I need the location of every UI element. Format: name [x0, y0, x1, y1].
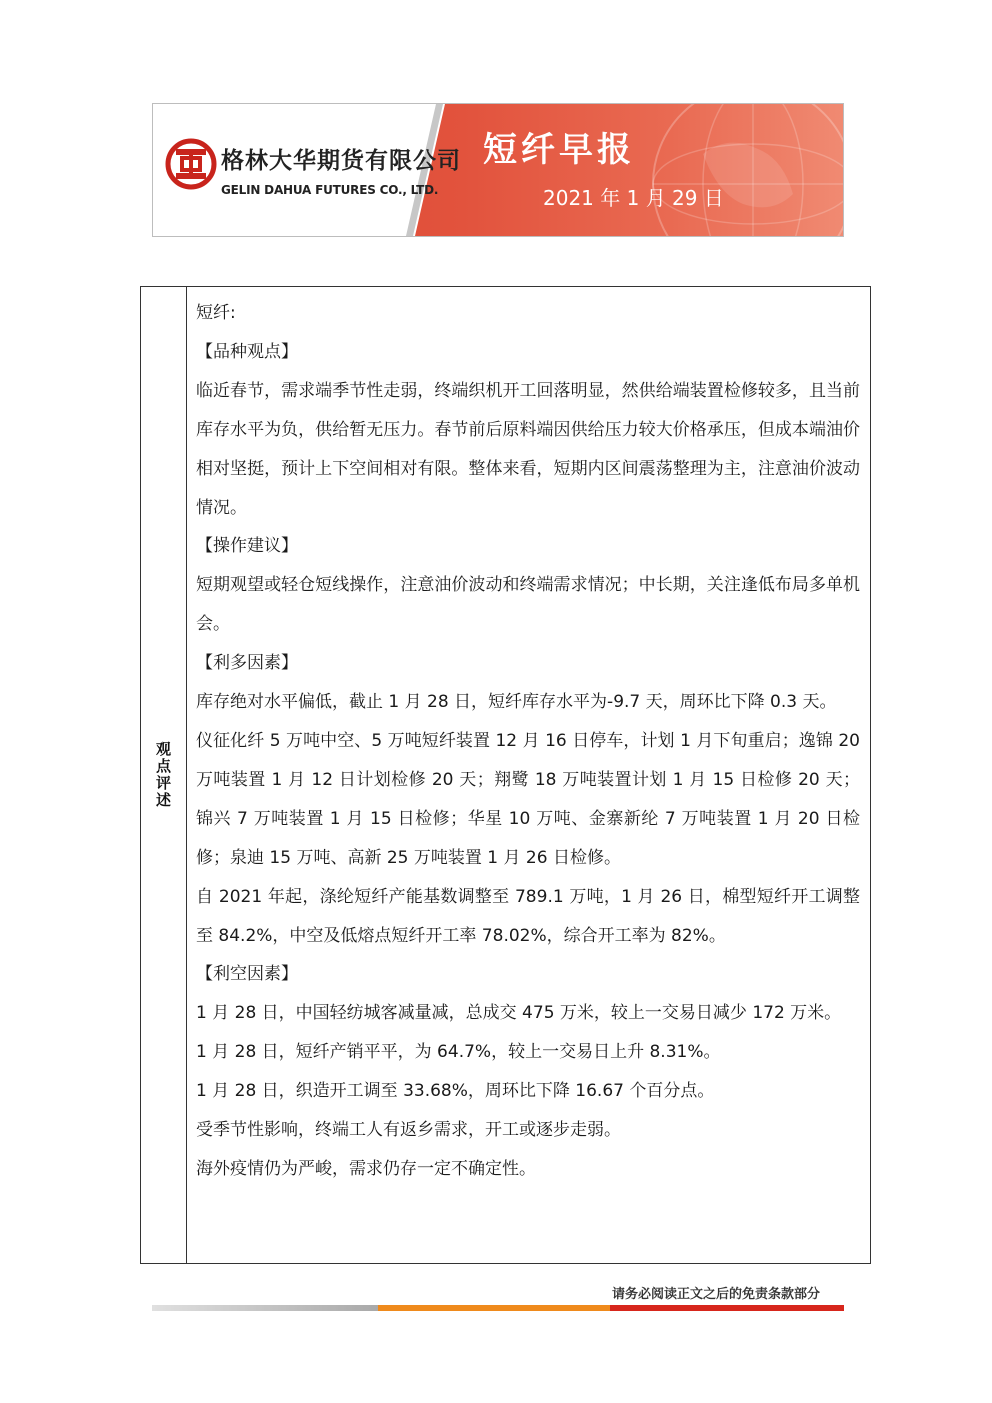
company-logo-icon — [165, 138, 217, 190]
paragraph-bearish-weaving: 1 月 28 日，织造开工调至 33.68%，周环比下降 16.67 个百分点。 — [196, 1081, 715, 1102]
paragraph-advice: 短期观望或轻仓短线操作，注意油价波动和终端需求情况；中长期，关注逢低布局多单机会。 — [196, 575, 860, 635]
section-side-label: 观点评述 — [154, 741, 172, 809]
report-banner — [152, 103, 844, 237]
product-label: 短纤: — [196, 303, 236, 323]
globe-watermark-icon — [633, 103, 844, 237]
report-date: 2021 年 1 月 29 日 — [543, 186, 724, 210]
heading-view: 【品种观点】 — [196, 341, 298, 362]
footer-bar-gray — [152, 1305, 378, 1311]
heading-bearish: 【利空因素】 — [196, 964, 298, 985]
paragraph-bearish-seasonal: 受季节性影响，终端工人有返乡需求，开工或逐步走弱。 — [196, 1120, 621, 1141]
paragraph-bullish-maintenance: 仪征化纤 5 万吨中空、5 万吨短纤装置 12 月 16 日停车，计划 1 月下旬重启；逸锦 20 万吨装置 1 月 12 日计划检修 20 天；翔鹭 18 万吨装置计划 1 月 15 日检修 20 天；锦兴 7 万吨装置 1 月 15 日检修；华星 10 万吨、金寨新纶 7 万吨装置 1 月 20 日检修；泉迪 15 万吨、高新 25 万吨装置 1 月 26 日检修。 — [196, 730, 860, 868]
paragraph-bearish-overseas: 海外疫情仍为严峻，需求仍存一定不确定性。 — [196, 1158, 536, 1179]
commentary-table — [140, 286, 871, 1264]
heading-advice: 【操作建议】 — [196, 536, 298, 557]
company-name-cn: 格林大华期货有限公司 — [221, 148, 461, 174]
side-label-cell — [141, 287, 187, 1263]
paragraph-bearish-sales: 1 月 28 日，短纤产销平平，为 64.7%，较上一交易日上升 8.31%。 — [196, 1042, 721, 1063]
report-title: 短纤早报 — [483, 130, 635, 170]
company-name-en: GELIN DAHUA FUTURES CO., LTD. — [221, 183, 439, 197]
commentary-body — [187, 287, 870, 1189]
paragraph-view: 临近春节，需求端季节性走弱，终端织机开工回落明显，然供给端装置检修较多，且当前库存水平为负，供给暂无压力。春节前后原料端因供给压力较大价格承压，但成本端油价相对坚挺，预计上下空间相对有限。整体来看，短期内区间震荡整理为主，注意油价波动情况。 — [196, 380, 860, 518]
heading-bullish: 【利多因素】 — [196, 653, 298, 674]
footer-bar-red — [610, 1305, 844, 1311]
footer-bar-orange — [378, 1305, 610, 1311]
paragraph-bullish-capacity: 自 2021 年起，涤纶短纤产能基数调整至 789.1 万吨，1 月 26 日，棉型短纤开工调整至 84.2%，中空及低熔点短纤开工率 78.02%，综合开工率为 82%。 — [196, 886, 860, 946]
paragraph-bullish-inventory: 库存绝对水平偏低，截止 1 月 28 日，短纤库存水平为-9.7 天，周环比下降 0.3 天。 — [196, 692, 837, 713]
disclaimer-note: 请务必阅读正文之后的免责条款部分 — [612, 1287, 821, 1302]
paragraph-bearish-textile-city: 1 月 28 日，中国轻纺城客减量减，总成交 475 万米，较上一交易日减少 172 万米。 — [196, 1003, 842, 1024]
